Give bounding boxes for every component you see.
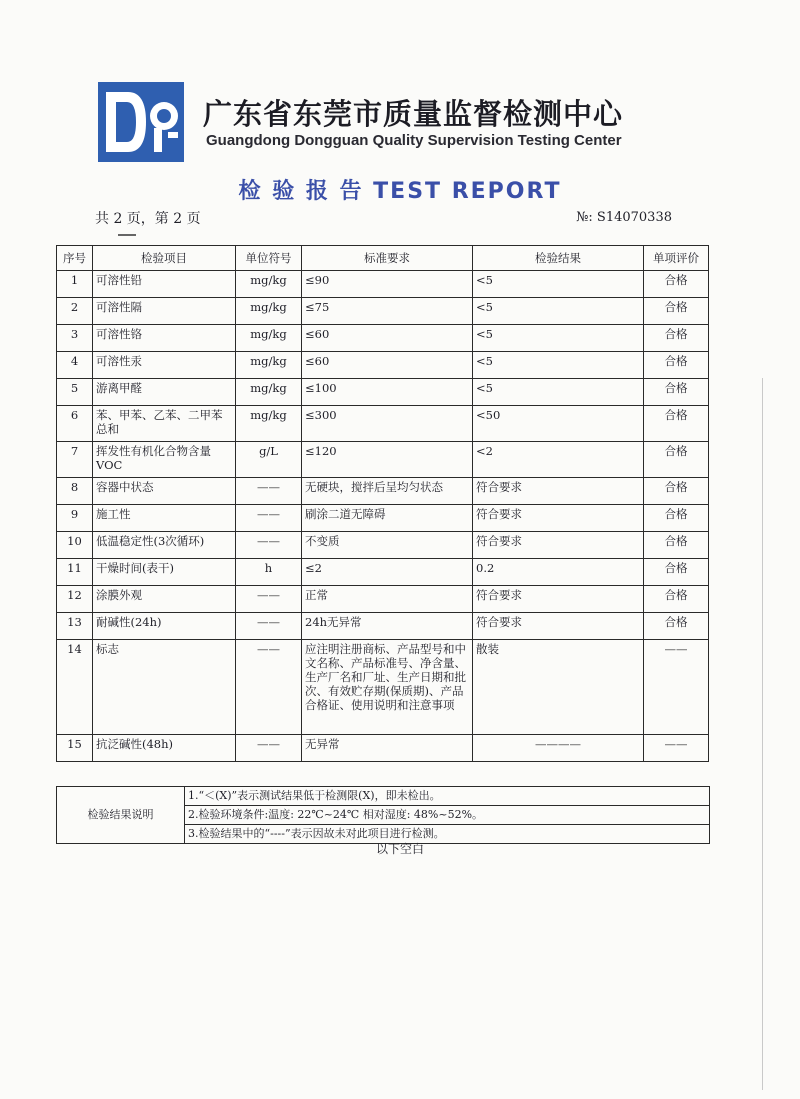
cell-requirement: 无硬块，搅拌后呈均匀状态	[302, 478, 473, 505]
cell-item: 抗泛碱性(48h)	[93, 735, 236, 762]
cell-evaluation: 合格	[644, 379, 709, 406]
cell-evaluation: ——	[644, 640, 709, 735]
cell-no: 2	[57, 298, 93, 325]
cell-no: 14	[57, 640, 93, 735]
page-count: 共 2 页，第 2 页	[95, 211, 201, 227]
table-header-row	[57, 246, 709, 271]
cell-result: 符合要求	[473, 505, 644, 532]
result-notes-table	[56, 786, 710, 844]
cell-item: 可溶性铅	[93, 271, 236, 298]
cell-item: 低温稳定性(3次循环)	[93, 532, 236, 559]
table-row	[57, 586, 709, 613]
cell-requirement: ≤120	[302, 442, 473, 478]
cell-evaluation: ——	[644, 735, 709, 762]
cell-result: <2	[473, 442, 644, 478]
cell-result: ————	[473, 735, 644, 762]
cell-item: 施工性	[93, 505, 236, 532]
cell-evaluation: 合格	[644, 406, 709, 442]
cell-no: 1	[57, 271, 93, 298]
cell-result: <5	[473, 325, 644, 352]
report-title: 检 验 报 告 TEST REPORT	[238, 179, 562, 204]
note-line: 2.检验环境条件:温度: 22℃~24℃ 相对湿度: 48%~52%。	[185, 806, 710, 825]
dq-logo	[98, 82, 184, 162]
scan-mark	[118, 234, 136, 236]
cell-evaluation: 合格	[644, 271, 709, 298]
cell-result: 符合要求	[473, 586, 644, 613]
table-row	[57, 478, 709, 505]
cell-requirement: ≤60	[302, 325, 473, 352]
cell-unit: ——	[236, 735, 302, 762]
header-requirement: 标准要求	[302, 246, 473, 271]
cell-requirement: 无异常	[302, 735, 473, 762]
cell-no: 5	[57, 379, 93, 406]
cell-unit: g/L	[236, 442, 302, 478]
table-row	[57, 559, 709, 586]
table-row	[57, 379, 709, 406]
header-no: 序号	[57, 246, 93, 271]
cell-evaluation: 合格	[644, 325, 709, 352]
cell-no: 10	[57, 532, 93, 559]
header-unit: 单位符号	[236, 246, 302, 271]
table-row	[57, 505, 709, 532]
cell-item: 标志	[93, 640, 236, 735]
cell-item: 耐碱性(24h)	[93, 613, 236, 640]
table-row	[57, 298, 709, 325]
cell-requirement: 不变质	[302, 532, 473, 559]
table-row	[57, 442, 709, 478]
cell-result: 0.2	[473, 559, 644, 586]
cell-no: 6	[57, 406, 93, 442]
cell-item: 干燥时间(表干)	[93, 559, 236, 586]
cell-evaluation: 合格	[644, 559, 709, 586]
table-row	[57, 613, 709, 640]
report-number: №: S14070338	[576, 210, 672, 225]
table-row	[57, 352, 709, 379]
cell-evaluation: 合格	[644, 478, 709, 505]
cell-requirement: 24h无异常	[302, 613, 473, 640]
cell-result: <5	[473, 298, 644, 325]
cell-result: <5	[473, 379, 644, 406]
cell-no: 9	[57, 505, 93, 532]
cell-unit: ——	[236, 478, 302, 505]
cell-result: 符合要求	[473, 478, 644, 505]
cell-evaluation: 合格	[644, 352, 709, 379]
cell-no: 3	[57, 325, 93, 352]
cell-no: 13	[57, 613, 93, 640]
cell-item: 苯、甲苯、乙苯、二甲苯总和	[93, 406, 236, 442]
cell-no: 8	[57, 478, 93, 505]
cell-requirement: ≤90	[302, 271, 473, 298]
cell-no: 12	[57, 586, 93, 613]
cell-no: 11	[57, 559, 93, 586]
cell-unit: ——	[236, 613, 302, 640]
cell-item: 可溶性铬	[93, 325, 236, 352]
cell-requirement: 应注明注册商标、产品型号和中文名称、产品标准号、净含量、生产厂名和厂址、生产日期和批次、有效贮存期(保质期)、产品合格证、使用说明和注意事项	[302, 640, 473, 735]
table-row	[57, 406, 709, 442]
cell-item: 可溶性汞	[93, 352, 236, 379]
cell-evaluation: 合格	[644, 613, 709, 640]
cell-evaluation: 合格	[644, 586, 709, 613]
table-row	[57, 735, 709, 762]
header-item: 检验项目	[93, 246, 236, 271]
cell-unit: mg/kg	[236, 406, 302, 442]
org-name-cn: 广东省东莞市质量监督检测中心	[203, 97, 624, 131]
note-line: 3.检验结果中的“----”表示因故未对此项目进行检测。	[185, 825, 710, 844]
cell-evaluation: 合格	[644, 298, 709, 325]
cell-result: <5	[473, 271, 644, 298]
cell-unit: ——	[236, 640, 302, 735]
cell-evaluation: 合格	[644, 532, 709, 559]
cell-unit: mg/kg	[236, 352, 302, 379]
cell-item: 涂膜外观	[93, 586, 236, 613]
scan-edge-line	[762, 378, 763, 1090]
cell-result: <5	[473, 352, 644, 379]
cell-item: 容器中状态	[93, 478, 236, 505]
table-row	[57, 640, 709, 735]
cell-result: 符合要求	[473, 613, 644, 640]
blank-below-note: 以下空白	[375, 842, 424, 856]
cell-unit: mg/kg	[236, 325, 302, 352]
header-result: 检验结果	[473, 246, 644, 271]
header-evaluation: 单项评价	[644, 246, 709, 271]
table-row	[57, 532, 709, 559]
cell-unit: ——	[236, 505, 302, 532]
cell-requirement: ≤75	[302, 298, 473, 325]
cell-unit: mg/kg	[236, 298, 302, 325]
cell-requirement: ≤60	[302, 352, 473, 379]
cell-unit: mg/kg	[236, 271, 302, 298]
cell-result: 符合要求	[473, 532, 644, 559]
cell-item: 可溶性隔	[93, 298, 236, 325]
cell-requirement: ≤300	[302, 406, 473, 442]
cell-evaluation: 合格	[644, 442, 709, 478]
cell-no: 15	[57, 735, 93, 762]
cell-result: 散装	[473, 640, 644, 735]
test-results-table	[56, 245, 709, 762]
org-name-en: Guangdong Dongguan Quality Supervision Testing Center	[206, 132, 622, 149]
cell-requirement: ≤100	[302, 379, 473, 406]
cell-unit: h	[236, 559, 302, 586]
cell-unit: ——	[236, 586, 302, 613]
cell-requirement: 正常	[302, 586, 473, 613]
cell-unit: mg/kg	[236, 379, 302, 406]
table-row	[57, 271, 709, 298]
table-row	[57, 325, 709, 352]
cell-result: <50	[473, 406, 644, 442]
cell-item: 游离甲醛	[93, 379, 236, 406]
cell-no: 7	[57, 442, 93, 478]
cell-requirement: ≤2	[302, 559, 473, 586]
note-line: 1.“＜(X)”表示测试结果低于检测限(X)，即未检出。	[185, 787, 710, 806]
cell-item: 挥发性有机化合物含量VOC	[93, 442, 236, 478]
cell-no: 4	[57, 352, 93, 379]
notes-label: 检验结果说明	[57, 787, 185, 844]
cell-unit: ——	[236, 532, 302, 559]
cell-requirement: 刷涂二道无障碍	[302, 505, 473, 532]
cell-evaluation: 合格	[644, 505, 709, 532]
